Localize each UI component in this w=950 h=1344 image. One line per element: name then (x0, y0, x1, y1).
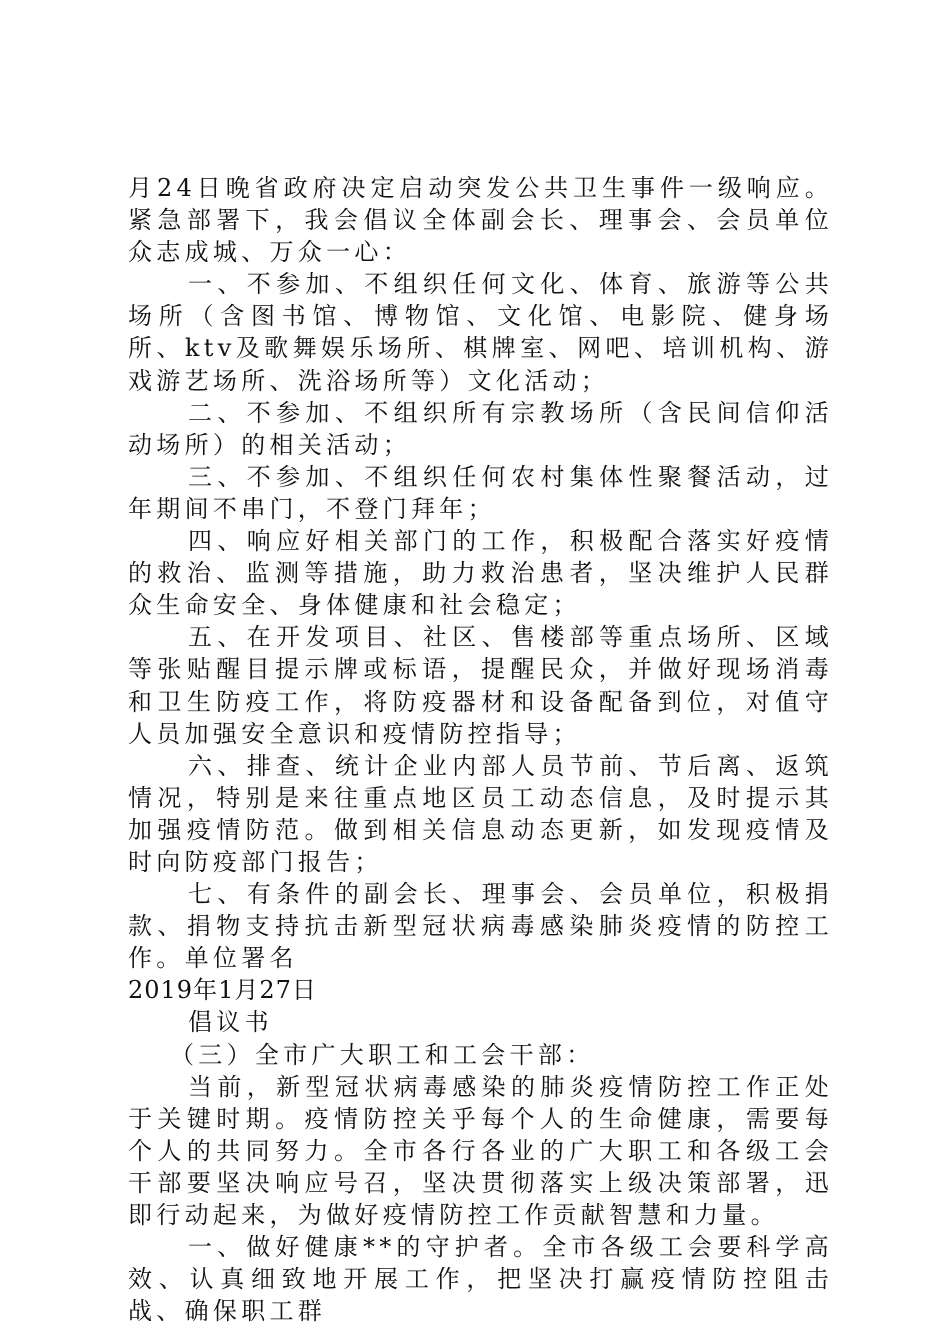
paragraph-item-6: 六、排查、统计企业内部人员节前、节后离、返筑情况，特别是来往重点地区员工动态信息，及时提示其加强疫情防范。做到相关信息动态更新，如发现疫情及时向防疫部门报告； (128, 751, 833, 876)
paragraph-intro: 月24日晚省政府决定启动突发公共卫生事件一级响应。紧急部署下，我会倡议全体副会长、理事会、会员单位众志成城、万众一心： (128, 174, 833, 267)
section-heading: 倡议书 (188, 1008, 273, 1037)
salutation: （三）全市广大职工和工会干部： (170, 1040, 595, 1069)
paragraph-item-4: 四、响应好相关部门的工作，积极配合落实好疫情的救治、监测等措施，助力救治患者，坚决维护人民群众生命安全、身体健康和社会稳定； (128, 527, 833, 620)
document-body (128, 172, 833, 1327)
paragraph-item-1: 一、不参加、不组织任何文化、体育、旅游等公共场所（含图书馆、博物馆、文化馆、电影院、健身场所、ktv及歌舞娱乐场所、棋牌室、网吧、培训机构、游戏游艺场所、洗浴场所等）文化活动； (128, 270, 833, 395)
paragraph-item-3: 三、不参加、不组织任何农村集体性聚餐活动，过年期间不串门，不登门拜年； (128, 462, 833, 523)
paragraph-item-7: 七、有条件的副会长、理事会、会员单位，积极捐款、捐物支持抗击新型冠状病毒感染肺炎疫情的防控工作。单位署名 (128, 880, 833, 973)
paragraph-item-2: 二、不参加、不组织所有宗教场所（含民间信仰活动场所）的相关活动； (128, 398, 833, 459)
paragraph-current: 当前，新型冠状病毒感染的肺炎疫情防控工作正处于关键时期。疫情防控关乎每个人的生命健康，需要每个人的共同努力。全市各行各业的广大职工和各级工会干部要坚决响应号召，坚决贯彻落实上级决策部署，迅即行动起来，为做好疫情防控工作贡献智慧和力量。 (128, 1072, 833, 1229)
paragraph-point-1: 一、做好健康**的守护者。全市各级工会要科学高效、认真细致地开展工作，把坚决打赢疫情防控阻击战、确保职工群 (128, 1233, 833, 1326)
signature-date: 2019年1月27日 (128, 976, 317, 1005)
paragraph-item-5: 五、在开发项目、社区、售楼部等重点场所、区域等张贴醒目提示牌或标语，提醒民众，并做好现场消毒和卫生防疫工作，将防疫器材和设备配备到位，对值守人员加强安全意识和疫情防控指导； (128, 623, 833, 748)
